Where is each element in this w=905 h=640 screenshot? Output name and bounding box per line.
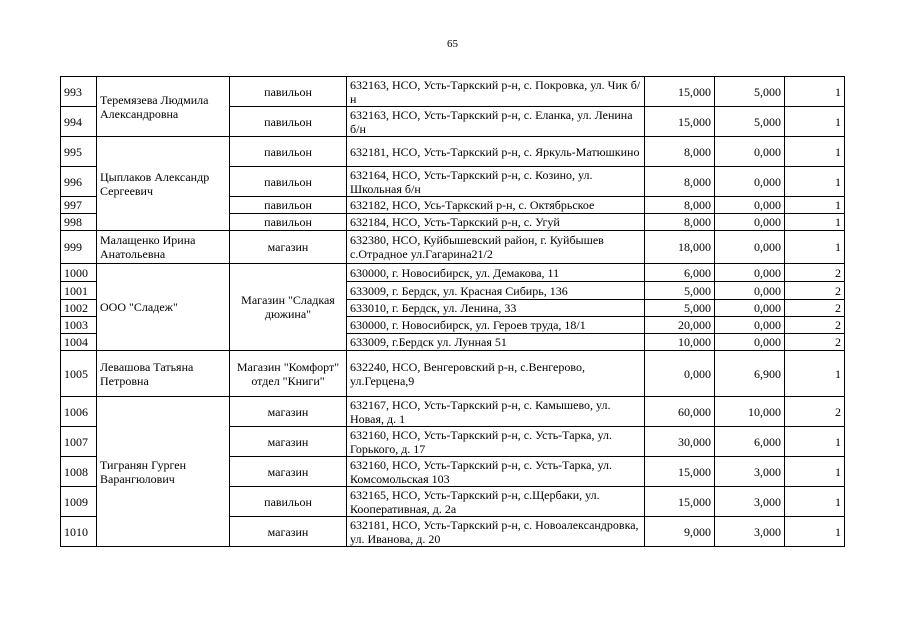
row-number: 995 bbox=[61, 137, 97, 167]
row-number: 1006 bbox=[61, 397, 97, 427]
row-number: 997 bbox=[61, 197, 97, 214]
value-1: 8,000 bbox=[645, 197, 715, 214]
count: 1 bbox=[785, 351, 845, 397]
address: 630000, г. Новосибирск, ул. Героев труда, 18/1 bbox=[347, 317, 645, 334]
count: 1 bbox=[785, 487, 845, 517]
value-2: 3,000 bbox=[715, 487, 785, 517]
value-1: 18,000 bbox=[645, 231, 715, 264]
value-2: 0,000 bbox=[715, 167, 785, 197]
object-type: павильон bbox=[230, 77, 347, 107]
object-type: магазин bbox=[230, 457, 347, 487]
value-1: 10,000 bbox=[645, 334, 715, 351]
value-2: 5,000 bbox=[715, 77, 785, 107]
count: 2 bbox=[785, 317, 845, 334]
object-type: павильон bbox=[230, 197, 347, 214]
value-2: 10,000 bbox=[715, 397, 785, 427]
owner-name: Левашова Татьяна Петровна bbox=[97, 351, 230, 397]
value-1: 8,000 bbox=[645, 137, 715, 167]
object-type: павильон bbox=[230, 167, 347, 197]
row-number: 1007 bbox=[61, 427, 97, 457]
value-1: 60,000 bbox=[645, 397, 715, 427]
table-row bbox=[61, 397, 845, 427]
address: 633009, г.Бердск ул. Лунная 51 bbox=[347, 334, 645, 351]
object-type: павильон bbox=[230, 137, 347, 167]
value-1: 0,000 bbox=[645, 351, 715, 397]
value-1: 9,000 bbox=[645, 517, 715, 547]
address: 630000, г. Новосибирск, ул. Демакова, 11 bbox=[347, 264, 645, 282]
row-number: 1009 bbox=[61, 487, 97, 517]
value-1: 30,000 bbox=[645, 427, 715, 457]
row-number: 1003 bbox=[61, 317, 97, 334]
address: 633009, г. Бердск, ул. Красная Сибирь, 136 bbox=[347, 282, 645, 300]
address: 632165, НСО, Усть-Таркский р-н, с.Щербаки, ул. Кооперативная, д. 2а bbox=[347, 487, 645, 517]
value-2: 3,000 bbox=[715, 517, 785, 547]
owner-name: Тигранян Гурген Варангюлович bbox=[97, 397, 230, 547]
table-row bbox=[61, 77, 845, 107]
object-type: павильон bbox=[230, 107, 347, 137]
row-number: 1001 bbox=[61, 282, 97, 300]
value-2: 0,000 bbox=[715, 334, 785, 351]
row-number: 1002 bbox=[61, 300, 97, 317]
object-type: магазин bbox=[230, 517, 347, 547]
value-1: 20,000 bbox=[645, 317, 715, 334]
count: 2 bbox=[785, 282, 845, 300]
address: 632181, НСО, Усть-Таркский р-н, с. Яркуль-Матюшкино bbox=[347, 137, 645, 167]
value-1: 5,000 bbox=[645, 300, 715, 317]
count: 1 bbox=[785, 457, 845, 487]
row-number: 1008 bbox=[61, 457, 97, 487]
address: 632184, НСО, Усть-Таркский р-н, с. Угуй bbox=[347, 214, 645, 231]
count: 1 bbox=[785, 427, 845, 457]
row-number: 993 bbox=[61, 77, 97, 107]
table-row bbox=[61, 231, 845, 264]
address: 632163, НСО, Усть-Таркский р-н, с. Покровка, ул. Чик б/н bbox=[347, 77, 645, 107]
object-type: Магазин "Сладкая дюжина" bbox=[230, 264, 347, 351]
row-number: 999 bbox=[61, 231, 97, 264]
count: 1 bbox=[785, 517, 845, 547]
owner-name: Цыплаков Александр Сергеевич bbox=[97, 137, 230, 231]
object-type: магазин bbox=[230, 427, 347, 457]
object-type: Магазин "Комфорт" отдел "Книги" bbox=[230, 351, 347, 397]
value-2: 0,000 bbox=[715, 231, 785, 264]
value-2: 6,000 bbox=[715, 427, 785, 457]
page-number: 65 bbox=[447, 38, 458, 50]
row-number: 1004 bbox=[61, 334, 97, 351]
address: 632380, НСО, Куйбышевский район, г. Куйбышев с.Отрадное ул.Гагарина21/2 bbox=[347, 231, 645, 264]
value-2: 0,000 bbox=[715, 264, 785, 282]
count: 2 bbox=[785, 300, 845, 317]
value-2: 0,000 bbox=[715, 197, 785, 214]
address: 632160, НСО, Усть-Таркский р-н, с. Усть-Тарка, ул. Комсомольская 103 bbox=[347, 457, 645, 487]
count: 1 bbox=[785, 231, 845, 264]
value-2: 5,000 bbox=[715, 107, 785, 137]
address: 632160, НСО, Усть-Таркский р-н, с. Усть-Тарка, ул. Горького, д. 17 bbox=[347, 427, 645, 457]
row-number: 996 bbox=[61, 167, 97, 197]
address: 632240, НСО, Венгеровский р-н, с.Венгерово, ул.Герцена,9 bbox=[347, 351, 645, 397]
value-1: 8,000 bbox=[645, 214, 715, 231]
value-2: 6,900 bbox=[715, 351, 785, 397]
table-row bbox=[61, 351, 845, 397]
value-2: 3,000 bbox=[715, 457, 785, 487]
registry-table bbox=[60, 76, 845, 547]
owner-name: Теремязева Людмила Александровна bbox=[97, 77, 230, 137]
object-type: магазин bbox=[230, 397, 347, 427]
count: 2 bbox=[785, 264, 845, 282]
count: 1 bbox=[785, 167, 845, 197]
object-type: магазин bbox=[230, 231, 347, 264]
address: 632181, НСО, Усть-Таркский р-н, с. Новоалександровка, ул. Иванова, д. 20 bbox=[347, 517, 645, 547]
object-type: павильон bbox=[230, 487, 347, 517]
value-1: 5,000 bbox=[645, 282, 715, 300]
count: 1 bbox=[785, 137, 845, 167]
value-1: 15,000 bbox=[645, 487, 715, 517]
address: 632164, НСО, Усть-Таркский р-н, с. Козино, ул. Школьная б/н bbox=[347, 167, 645, 197]
value-1: 8,000 bbox=[645, 167, 715, 197]
value-2: 0,000 bbox=[715, 300, 785, 317]
row-number: 1005 bbox=[61, 351, 97, 397]
value-1: 6,000 bbox=[645, 264, 715, 282]
address: 632163, НСО, Усть-Таркский р-н, с. Еланка, ул. Ленина б/н bbox=[347, 107, 645, 137]
value-2: 0,000 bbox=[715, 137, 785, 167]
row-number: 1000 bbox=[61, 264, 97, 282]
address: 632182, НСО, Усь-Таркский р-н, с. Октябрьское bbox=[347, 197, 645, 214]
address: 632167, НСО, Усть-Таркский р-н, с. Камышево, ул. Новая, д. 1 bbox=[347, 397, 645, 427]
table-row bbox=[61, 137, 845, 167]
count: 1 bbox=[785, 107, 845, 137]
table-row bbox=[61, 264, 845, 282]
value-2: 0,000 bbox=[715, 214, 785, 231]
count: 2 bbox=[785, 334, 845, 351]
count: 2 bbox=[785, 397, 845, 427]
count: 1 bbox=[785, 77, 845, 107]
row-number: 998 bbox=[61, 214, 97, 231]
row-number: 994 bbox=[61, 107, 97, 137]
value-1: 15,000 bbox=[645, 77, 715, 107]
count: 1 bbox=[785, 214, 845, 231]
owner-name: ООО "Сладеж" bbox=[97, 264, 230, 351]
value-2: 0,000 bbox=[715, 317, 785, 334]
owner-name: Малащенко Ирина Анатольевна bbox=[97, 231, 230, 264]
value-2: 0,000 bbox=[715, 282, 785, 300]
address: 633010, г. Бердск, ул. Ленина, 33 bbox=[347, 300, 645, 317]
value-1: 15,000 bbox=[645, 457, 715, 487]
row-number: 1010 bbox=[61, 517, 97, 547]
object-type: павильон bbox=[230, 214, 347, 231]
count: 1 bbox=[785, 197, 845, 214]
value-1: 15,000 bbox=[645, 107, 715, 137]
